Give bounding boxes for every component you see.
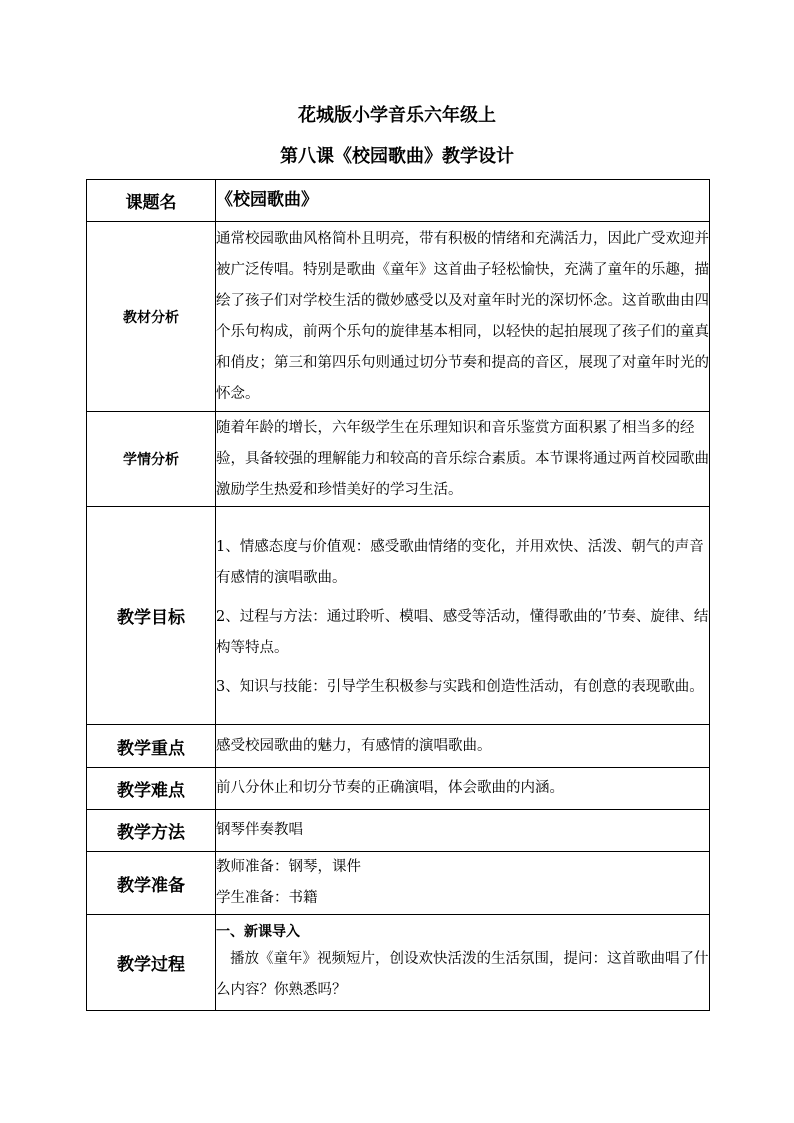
objective-item: 3、知识与技能：引导学生积极参与实践和创造性活动，有创意的表现歌曲。 bbox=[216, 679, 704, 695]
process-section-text: 播放《童年》视频短片，创设欢快活泼的生活氛围，提问：这首歌曲唱了什么内容？你熟悉吗？ bbox=[216, 950, 709, 998]
table-row-course-name bbox=[87, 180, 710, 222]
table-row-teaching-objectives bbox=[87, 507, 710, 725]
teaching-difficulty-text: 前八分休止和切分节奏的正确演唱，体会歌曲的内涵。 bbox=[216, 780, 564, 796]
row-label-teaching-method: 教学方法 bbox=[87, 810, 216, 852]
row-content-teaching-objectives bbox=[216, 507, 710, 725]
material-analysis-text: 通常校园歌曲风格简朴且明亮，带有积极的情绪和充满活力，因此广受欢迎并被广泛传唱。特别是歌曲《童年》这首曲子轻松愉快，充满了童年的乐趣，描绘了孩子们对学校生活的微妙感受以及对童年时光的深切怀念。这首歌曲由四个乐句构成，前两个乐句的旋律基本相同，以轻快的起拍展现了孩子们的童真和俏皮；第三和第四乐句则通过切分节奏和提高的音区，展现了对童年时光的怀念。 bbox=[216, 230, 709, 402]
table-row-teaching-preparation bbox=[87, 852, 710, 915]
row-content-teaching-process bbox=[216, 915, 710, 1011]
row-content-teaching-focus bbox=[216, 725, 710, 768]
objective-item: 1、情感态度与价值观：感受歌曲情绪的变化，并用欢快、活泼、朝气的声音有感情的演唱歌曲。 bbox=[216, 539, 704, 586]
student-analysis-text: 随着年龄的增长，六年级学生在乐理知识和音乐鉴赏方面积累了相当多的经验，具备较强的理解能力和较高的音乐综合素质。本节课将通过两首校园歌曲激励学生热爱和珍惜美好的学习生活。 bbox=[216, 419, 709, 498]
table-row-teaching-focus bbox=[87, 725, 710, 768]
teaching-focus-text: 感受校园歌曲的魅力，有感情的演唱歌曲。 bbox=[216, 737, 492, 754]
teaching-method-text: 钢琴伴奏教唱 bbox=[216, 822, 303, 838]
row-content-material-analysis bbox=[216, 222, 710, 412]
objective-item: 2、过程与方法：通过聆听、模唱、感受等活动，懂得歌曲的’节奏、旋律、结构等特点。 bbox=[216, 609, 709, 656]
row-content-teaching-preparation bbox=[216, 852, 710, 915]
row-content-course-name bbox=[216, 180, 710, 222]
table-row-material-analysis bbox=[87, 222, 710, 412]
row-label-teaching-preparation: 教学准备 bbox=[87, 852, 216, 915]
row-label-teaching-focus: 教学重点 bbox=[87, 725, 216, 768]
table-row-teaching-method bbox=[87, 810, 710, 852]
course-name-text: 《校园歌曲》 bbox=[216, 190, 318, 210]
teacher-preparation-text: 教师准备：钢琴，课件 bbox=[216, 859, 361, 875]
row-label-teaching-process: 教学过程 bbox=[87, 915, 216, 1011]
document-subtitle: 第八课《校园歌曲》教学设计 bbox=[280, 146, 514, 167]
student-preparation-text: 学生准备：书籍 bbox=[216, 890, 318, 906]
row-content-student-analysis bbox=[216, 412, 710, 507]
row-label-teaching-difficulty: 教学难点 bbox=[87, 768, 216, 810]
row-label-student-analysis: 学情分析 bbox=[87, 412, 216, 507]
row-label-course-name: 课题名 bbox=[87, 180, 216, 222]
process-section-title: 一、新课导入 bbox=[216, 923, 300, 940]
row-content-teaching-difficulty bbox=[216, 768, 710, 810]
row-content-teaching-method bbox=[216, 810, 710, 852]
lesson-plan-table bbox=[86, 179, 710, 1011]
table-row-teaching-difficulty bbox=[87, 768, 710, 810]
table-row-teaching-process bbox=[87, 915, 710, 1011]
row-label-material-analysis: 教材分析 bbox=[87, 222, 216, 412]
row-label-teaching-objectives: 教学目标 bbox=[87, 507, 216, 725]
document-title: 花城版小学音乐六年级上 bbox=[298, 105, 496, 126]
table-row-student-analysis bbox=[87, 412, 710, 507]
